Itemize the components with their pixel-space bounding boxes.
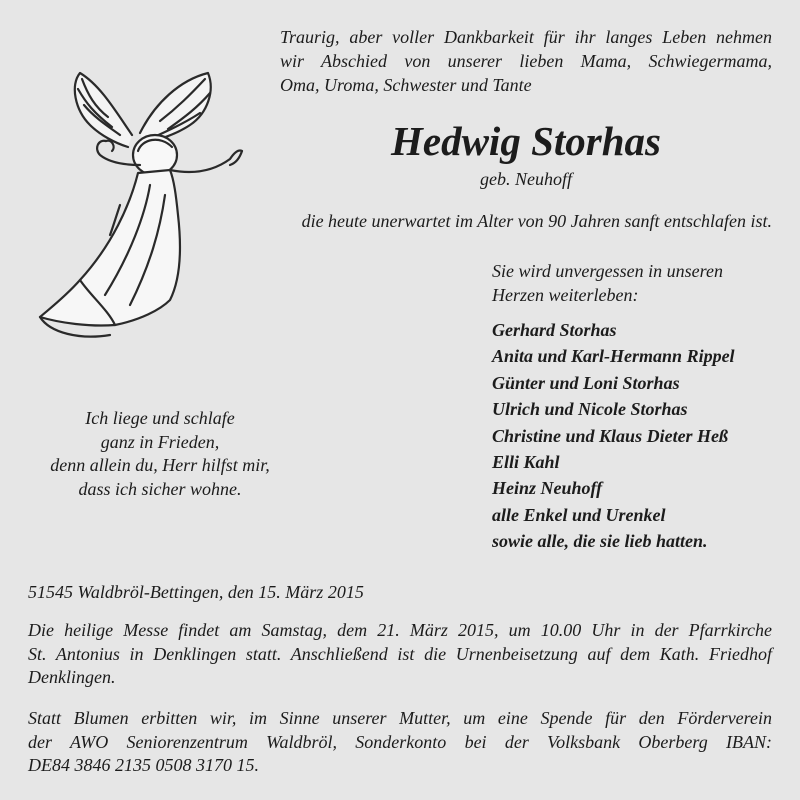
- mass-line: Denklingen.: [28, 667, 116, 687]
- mourner-name: alle Enkel und Urenkel: [492, 504, 666, 525]
- mass-line: St. Antonius in Denklingen statt. Anschließend ist die Urnenbeisetzung auf dem Kath. Friedhof: [28, 643, 772, 664]
- donation-info: [28, 707, 772, 778]
- remember-line: Herzen weiterleben:: [492, 285, 639, 305]
- remember-text: [492, 259, 782, 307]
- psalm-line: dass ich sicher wohne.: [78, 478, 242, 499]
- mass-line: Die heilige Messe findet am Samstag, dem 21. März 2015, um 10.00 Uhr in der Pfarrkirche: [28, 620, 772, 640]
- mass-info: [28, 619, 772, 690]
- intro-line: wir Abschied von unserer lieben Mama, Schwiegermama,: [280, 51, 772, 71]
- donation-line: der AWO Seniorenzentrum Waldbröl, Sonderkonto bei der Volksbank Oberberg IBAN:: [28, 731, 772, 752]
- mourner-name: Gerhard Storhas: [492, 320, 617, 340]
- maiden-name: geb. Neuhoff: [480, 169, 572, 189]
- mourner-name: Elli Kahl: [492, 452, 560, 473]
- intro-line: Traurig, aber voller Dankbarkeit für ihr langes Leben nehmen: [280, 27, 772, 47]
- mourner-name: Heinz Neuhoff: [492, 478, 603, 499]
- mourner-name: Günter und Loni Storhas: [492, 372, 680, 393]
- intro-text: [280, 25, 772, 97]
- donation-line: Statt Blumen erbitten wir, im Sinne unserer Mutter, um eine Spende für den Förderverein: [28, 708, 772, 728]
- mourner-name: Ulrich und Nicole Storhas: [492, 399, 688, 420]
- remember-line: Sie wird unvergessen in unseren: [492, 261, 723, 281]
- psalm-line: Ich liege und schlafe: [85, 408, 235, 428]
- intro-line: Oma, Uroma, Schwester und Tante: [280, 75, 532, 95]
- age-line: die heute unerwartet im Alter von 90 Jahren sanft entschlafen ist.: [301, 211, 772, 231]
- psalm-line: ganz in Frieden,: [100, 431, 220, 452]
- mourner-name: sowie alle, die sie lieb hatten.: [492, 531, 708, 552]
- mourners-list: [492, 317, 792, 555]
- psalm-line: denn allein du, Herr hilfst mir,: [50, 455, 270, 475]
- angel-illustration-icon: [20, 55, 245, 345]
- psalm-quote: [20, 407, 300, 501]
- place-date: 51545 Waldbröl-Bettingen, den 15. März 2015: [28, 582, 364, 602]
- mourner-name: Anita und Karl-Hermann Rippel: [492, 346, 735, 367]
- donation-line: DE84 3846 2135 0508 3170 15.: [28, 755, 259, 775]
- mourner-name: Christine und Klaus Dieter Heß: [492, 425, 729, 446]
- deceased-name: Hedwig Storhas: [391, 118, 661, 164]
